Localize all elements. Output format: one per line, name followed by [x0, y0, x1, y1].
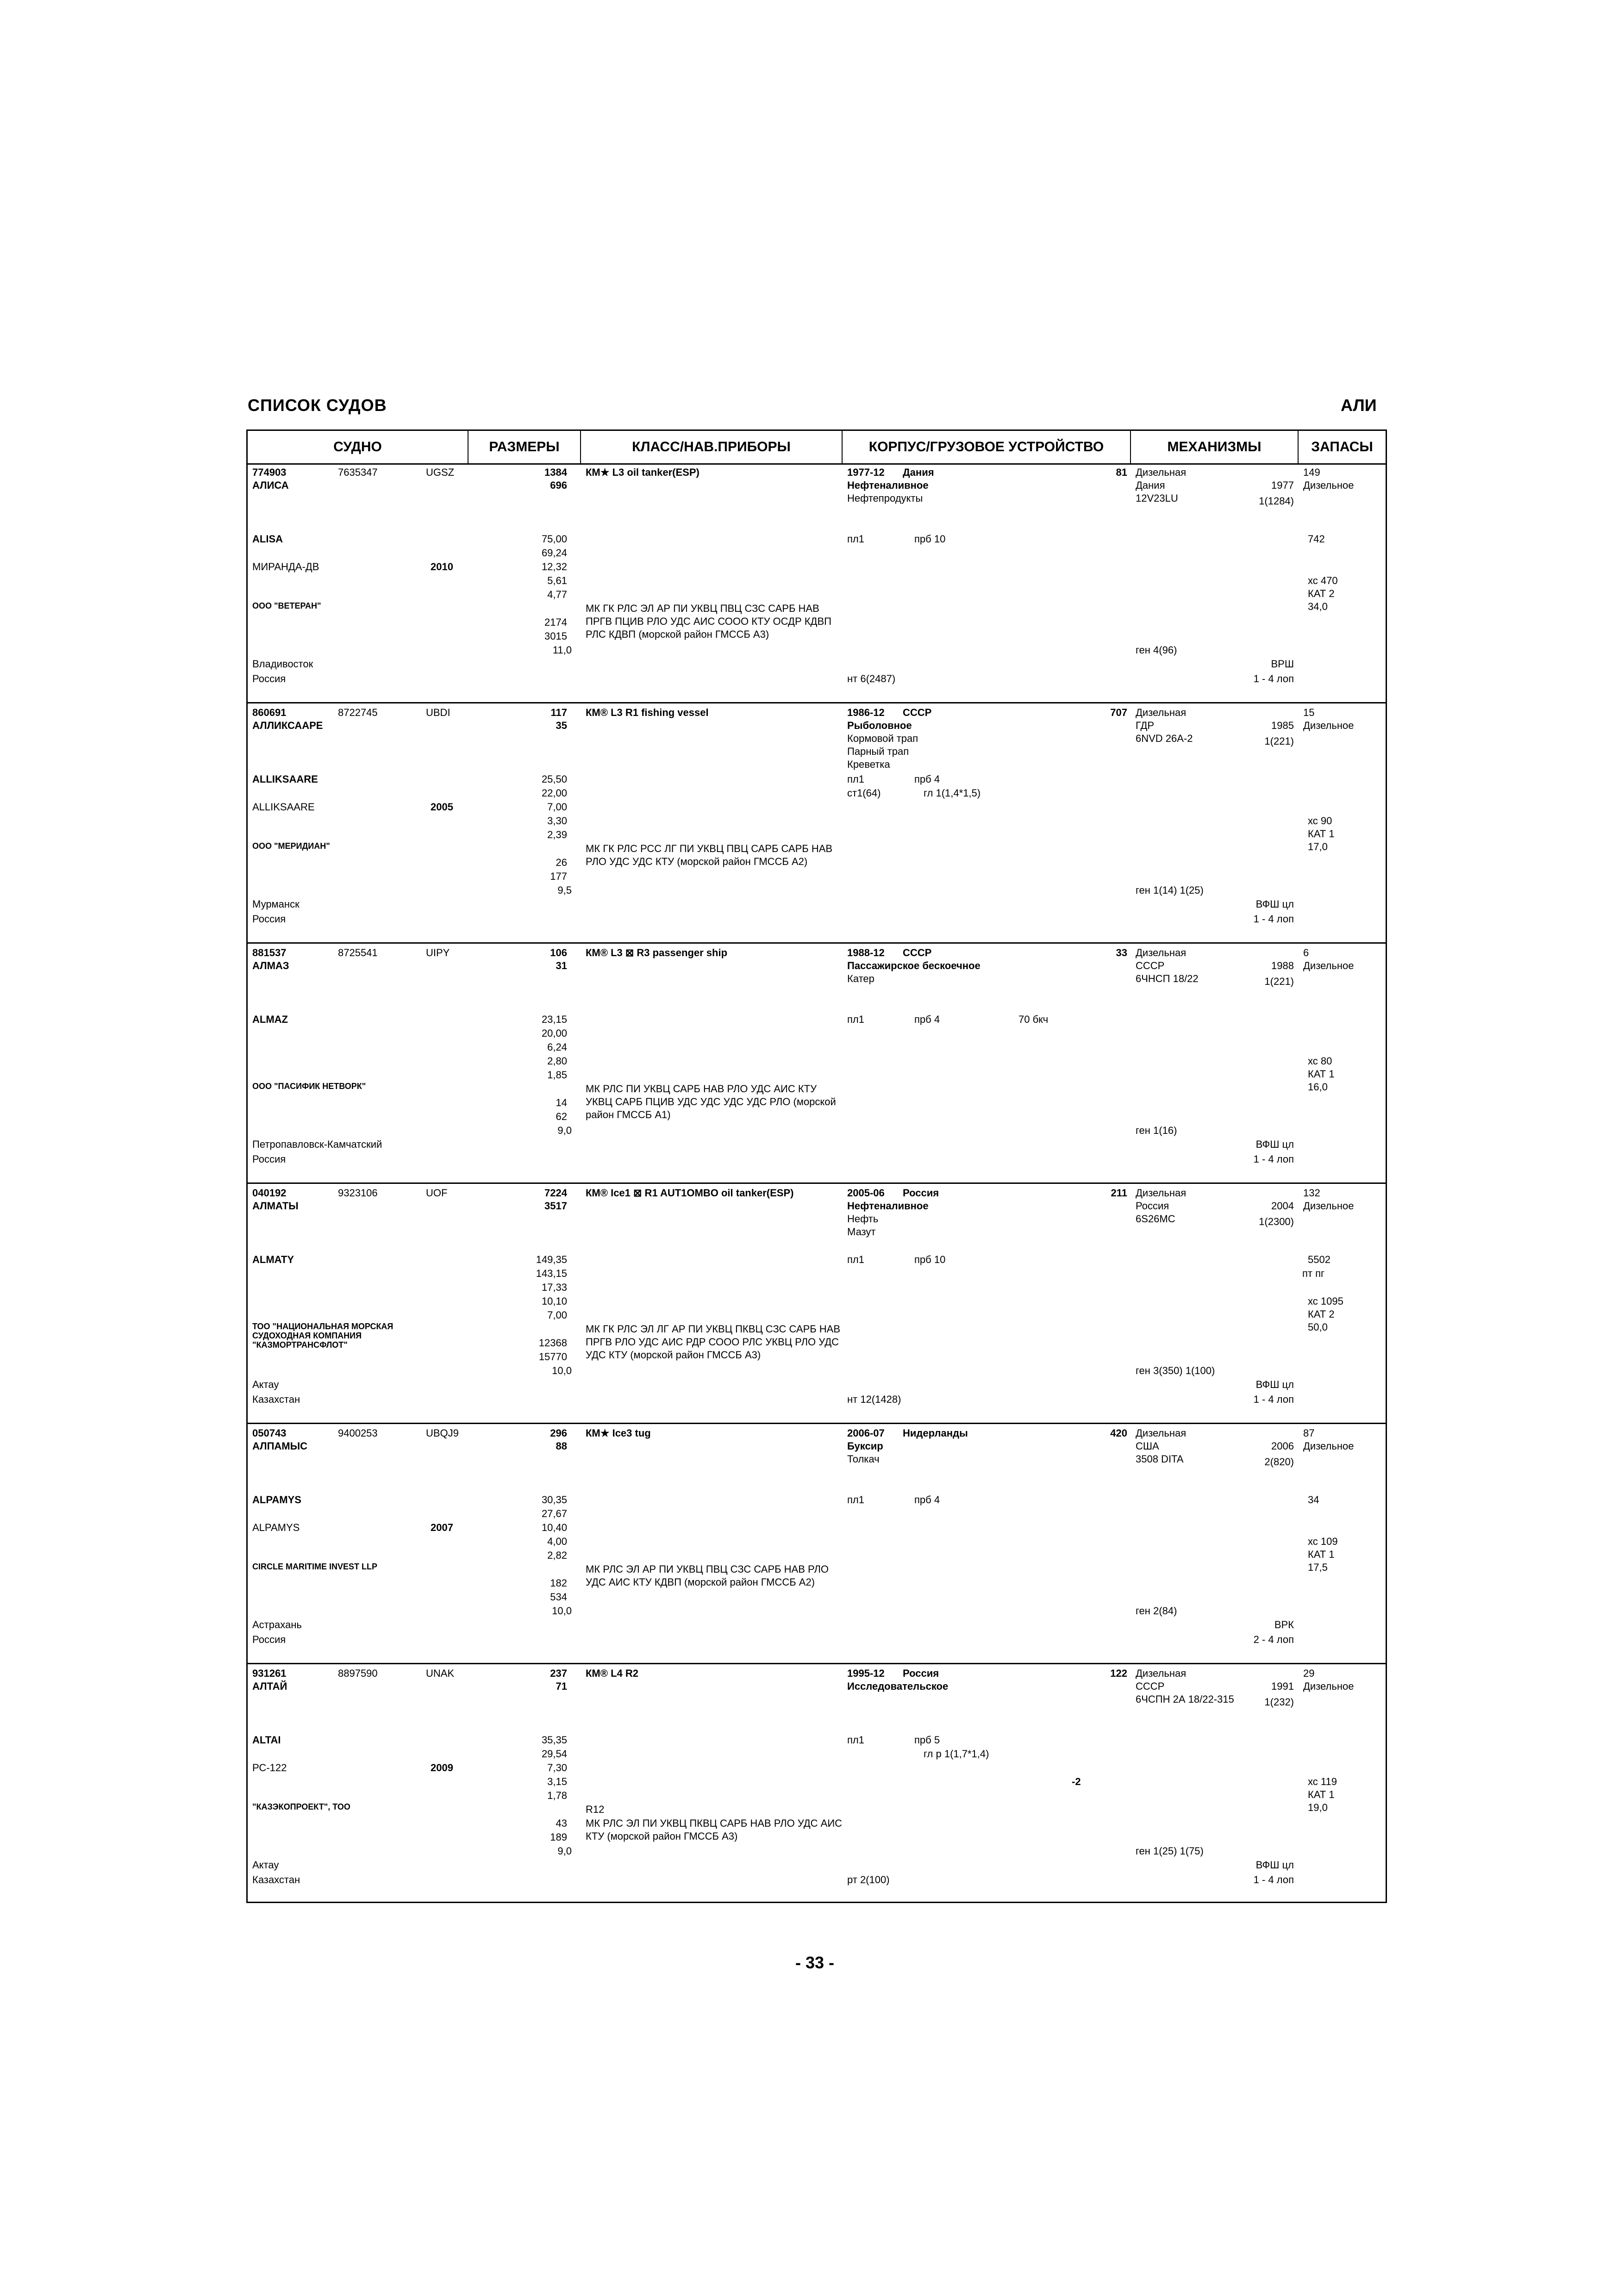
- propeller-blades: 1 - 4 лоп: [1253, 673, 1294, 684]
- hull-number: 707: [1110, 707, 1127, 718]
- hull-number: 33: [1116, 947, 1127, 958]
- dimension-value: 20,00: [541, 1027, 567, 1039]
- cargo-gear-line: Парный трап: [847, 746, 909, 757]
- dimension-value: 4,00: [547, 1536, 567, 1547]
- engine-power: 2(820): [1264, 1456, 1294, 1468]
- former-name: РС-122: [252, 1762, 287, 1773]
- propeller-blades: 2 - 4 лоп: [1253, 1634, 1294, 1645]
- hull-bottom: нт 6(2487): [847, 673, 896, 684]
- dimension-value: 106: [550, 947, 567, 958]
- dimension-value: 2,80: [547, 1055, 567, 1067]
- dimension-value: 35,35: [541, 1734, 567, 1746]
- supply-2: 34: [1308, 1494, 1319, 1506]
- flag-country: Россия: [252, 913, 286, 925]
- hull-type: Буксир: [847, 1440, 883, 1452]
- engine-type: Дизельная: [1136, 707, 1187, 718]
- class-notation: КМ® Ice1 ⊠ R1 AUT1OMBO oil tanker(ESP): [586, 1187, 794, 1199]
- supply-kat: КАТ 1: [1308, 1549, 1335, 1560]
- vessel-entry: [248, 1184, 1386, 1424]
- engine-year: 1991: [1271, 1680, 1294, 1692]
- dimension-value: 25,50: [541, 773, 567, 785]
- propeller: ВРШ: [1271, 658, 1294, 670]
- header-hull: КОРПУС/ГРУЗОВОЕ УСТРОЙСТВО: [843, 431, 1131, 463]
- dimension-value: 10,40: [541, 1522, 567, 1533]
- dimension-value: 12,32: [541, 561, 567, 572]
- supply-2: 5502: [1308, 1254, 1330, 1265]
- cargo-gear-line: Катер: [847, 973, 874, 984]
- supply-1: 6: [1303, 947, 1309, 958]
- hull-prb: прб 4: [914, 1494, 940, 1506]
- engine-type: Дизельная: [1136, 467, 1187, 478]
- flag-country: Россия: [252, 1634, 286, 1645]
- hull-country: СССР: [903, 947, 932, 958]
- engine-country: СССР: [1136, 960, 1165, 971]
- generators: ген 1(16): [1136, 1125, 1177, 1136]
- vessel-name-ru: АЛМАТЫ: [252, 1200, 299, 1212]
- supply-kat: КАТ 2: [1308, 1308, 1335, 1320]
- supply-xc: хс 80: [1308, 1055, 1332, 1067]
- supply-1: 132: [1303, 1187, 1320, 1199]
- cargo-gear-line: Кормовой трап: [847, 733, 918, 744]
- reg-number: 860691: [252, 707, 287, 718]
- reg-number: 881537: [252, 947, 287, 958]
- engine-type: Дизельная: [1136, 1427, 1187, 1439]
- dimension-value: 10,0: [552, 1605, 572, 1617]
- hull-prb: прб 5: [914, 1734, 940, 1746]
- former-year: 2005: [431, 801, 453, 813]
- engine-power: 1(221): [1264, 735, 1294, 747]
- engine-power: 1(1284): [1259, 495, 1294, 507]
- dimension-value: 69,24: [541, 547, 567, 559]
- engine-country: ГДР: [1136, 720, 1155, 731]
- propeller-blades: 1 - 4 лоп: [1253, 1394, 1294, 1405]
- propeller: ВРК: [1274, 1619, 1294, 1630]
- dimension-value: 9,5: [557, 884, 572, 896]
- engine-model: 6S26MC: [1136, 1213, 1175, 1225]
- hull-year: 2006-07: [847, 1427, 885, 1439]
- owner: ООО "ВЕТЕРАН": [252, 601, 321, 610]
- supply-value: 50,0: [1308, 1321, 1328, 1333]
- supply-value: 16,0: [1308, 1081, 1328, 1093]
- engine-model: 6NVD 26A-2: [1136, 733, 1193, 744]
- class-notation: КМ® L3 R1 fishing vessel: [586, 707, 709, 718]
- hull-number: 420: [1110, 1427, 1127, 1439]
- dimension-value: 237: [550, 1668, 567, 1679]
- hull-prb: прб 4: [914, 773, 940, 785]
- hull-bottom: нт 12(1428): [847, 1394, 901, 1405]
- home-port: Актау: [252, 1859, 279, 1871]
- dimension-value: 9,0: [557, 1845, 572, 1857]
- cargo-gear-line: Нефтепродукты: [847, 492, 923, 504]
- propeller: ВФШ цл: [1255, 1139, 1294, 1150]
- dimension-value: 22,00: [541, 787, 567, 799]
- engine-country: СССР: [1136, 1680, 1165, 1692]
- imo-number: 8897590: [338, 1668, 378, 1679]
- engine-year: 1988: [1271, 960, 1294, 971]
- flag-country: Россия: [252, 673, 286, 684]
- hull-type: Рыболовное: [847, 720, 912, 731]
- dimension-value: 296: [550, 1427, 567, 1439]
- hull-pl: пл1: [847, 1254, 864, 1265]
- hull-type: Нефтеналивное: [847, 479, 929, 491]
- header-dimensions: РАЗМЕРЫ: [468, 431, 581, 463]
- dimension-value: 12368: [538, 1337, 567, 1349]
- engine-country: США: [1136, 1440, 1159, 1452]
- page-title: СПИСОК СУДОВ: [248, 396, 387, 415]
- dimension-value: 17,33: [541, 1282, 567, 1293]
- header-vessel: СУДНО: [248, 431, 468, 463]
- class-notation: КМ® L3 ⊠ R3 passenger ship: [586, 947, 728, 958]
- supply-1: 87: [1303, 1427, 1315, 1439]
- nav-equipment: МК ГК РЛС РСС ЛГ ПИ УКВЦ ПВЦ САРБ САРБ НАВ РЛО УДС УДС КТУ (морской район ГМССБ А2): [586, 843, 833, 867]
- nav-equipment: МК РЛС ЭЛ ПИ УКВЦ ПКВЦ САРБ НАВ РЛО УДС АИС КТУ (морской район ГМССБ А3): [586, 1817, 843, 1842]
- reg-number: 050743: [252, 1427, 287, 1439]
- engine-year: 1977: [1271, 479, 1294, 491]
- fuel-type: Дизельное: [1303, 1440, 1354, 1452]
- hull-country: Дания: [903, 467, 934, 478]
- engine-model: 6ЧСПН 2А 18/22-315: [1136, 1693, 1234, 1705]
- vessel-name-lat: ALPAMYS: [252, 1494, 301, 1506]
- hull-year: 1988-12: [847, 947, 885, 958]
- dimension-value: 3,15: [547, 1776, 567, 1787]
- engine-power: 1(232): [1264, 1696, 1294, 1708]
- flag-country: Россия: [252, 1153, 286, 1165]
- dimension-value: 1384: [544, 467, 567, 478]
- dimension-value: 14: [556, 1097, 567, 1108]
- engine-country: Россия: [1136, 1200, 1169, 1212]
- hull-extra: 70 бкч: [1018, 1014, 1049, 1025]
- home-port: Владивосток: [252, 658, 313, 670]
- dimension-value: 11,0: [552, 644, 572, 656]
- cargo-gear-line: Толкач: [847, 1453, 880, 1465]
- home-port: Астрахань: [252, 1619, 302, 1630]
- dimension-value: 26: [556, 857, 567, 868]
- engine-year: 2004: [1271, 1200, 1294, 1212]
- dimension-value: 696: [550, 479, 567, 491]
- propeller: ВФШ цл: [1255, 898, 1294, 910]
- supply-xc: хс 119: [1308, 1776, 1337, 1787]
- hull-country: Нидерланды: [903, 1427, 968, 1439]
- propeller-blades: 1 - 4 лоп: [1253, 1153, 1294, 1165]
- dimension-value: 3,30: [547, 815, 567, 827]
- dimension-value: 7,00: [547, 1309, 567, 1321]
- engine-model: 6ЧНСП 18/22: [1136, 973, 1199, 984]
- call-sign: UNAK: [426, 1668, 455, 1679]
- generators: ген 4(96): [1136, 644, 1177, 656]
- engine-model: 12V23LU: [1136, 492, 1178, 504]
- header-class: КЛАСС/НАВ.ПРИБОРЫ: [581, 431, 843, 463]
- propeller-blades: 1 - 4 лоп: [1253, 1874, 1294, 1885]
- nav-equipment: МК ГК РЛС ЭЛ ЛГ АР ПИ УКВЦ ПКВЦ СЗС САРБ НАВ ПРГВ РЛО УДС АИС РДР СООО РЛС УКВЦ РЛО УДС УДС КТУ (морской район ГМССБ А3): [586, 1323, 841, 1361]
- hull-pl: пл1: [847, 1494, 864, 1506]
- call-sign: UBQJ9: [426, 1427, 459, 1439]
- table-header: [248, 431, 1386, 465]
- call-sign: UGSZ: [426, 467, 455, 478]
- engine-power: 1(2300): [1259, 1216, 1294, 1227]
- hull-bottom: рт 2(100): [847, 1874, 890, 1885]
- dimension-value: 9,0: [557, 1125, 572, 1136]
- hull-prb: прб 10: [914, 1254, 946, 1265]
- imo-number: 7635347: [338, 467, 378, 478]
- hull-year: 1986-12: [847, 707, 885, 718]
- dimension-value: 117: [550, 707, 567, 718]
- dimension-value: 1,85: [547, 1069, 567, 1081]
- vessel-name-ru: АЛИСА: [252, 479, 289, 491]
- engine-power: 1(221): [1264, 976, 1294, 987]
- vessel-table: [246, 429, 1387, 1903]
- former-year: 2007: [431, 1522, 453, 1533]
- dimension-value: 143,15: [536, 1268, 567, 1279]
- dimension-value: 177: [550, 871, 567, 882]
- supply-value: 17,0: [1308, 841, 1328, 852]
- home-port: Актау: [252, 1379, 279, 1390]
- hull-number: 81: [1116, 467, 1127, 478]
- dimension-value: 15770: [538, 1351, 567, 1363]
- hull-number: 122: [1110, 1668, 1127, 1679]
- hull-year: 2005-06: [847, 1187, 885, 1199]
- hull-pl: пл1: [847, 533, 864, 545]
- hull-type: Пассажирское бескоечное: [847, 960, 981, 971]
- former-name: МИРАНДА-ДВ: [252, 561, 319, 572]
- former-year: 2010: [431, 561, 453, 572]
- propeller: ВФШ цл: [1255, 1859, 1294, 1871]
- flag-country: Казахстан: [252, 1874, 300, 1885]
- header-machinery: МЕХАНИЗМЫ: [1131, 431, 1299, 463]
- header-supplies: ЗАПАСЫ: [1311, 439, 1373, 454]
- vessel-name-lat: ALTAI: [252, 1734, 281, 1746]
- dimension-value: 75,00: [541, 533, 567, 545]
- vessel-entry: [248, 944, 1386, 1184]
- call-sign: UIPY: [426, 947, 450, 958]
- dimension-value: 62: [556, 1111, 567, 1122]
- supply-xc: хс 1095: [1308, 1295, 1343, 1307]
- dimension-value: 27,67: [541, 1508, 567, 1519]
- fuel-type: Дизельное: [1303, 1680, 1354, 1692]
- dimension-value: 88: [556, 1440, 567, 1452]
- hull-gl: гл 1(1,4*1,5): [924, 787, 981, 799]
- former-year: 2009: [431, 1762, 453, 1773]
- dimension-value: 35: [556, 720, 567, 731]
- dimension-value: 6,24: [547, 1041, 567, 1053]
- supply-value: 19,0: [1308, 1802, 1328, 1813]
- supply-value: 34,0: [1308, 601, 1328, 612]
- imo-number: 8725541: [338, 947, 378, 958]
- vessel-entry: [248, 703, 1386, 944]
- owner: ТОО "НАЦИОНАЛЬНАЯ МОРСКАЯ СУДОХОДНАЯ КОМПАНИЯ "КАЗМОРТРАНСФЛОТ": [252, 1322, 394, 1350]
- former-name: ALPAMYS: [252, 1522, 300, 1533]
- hull-year: 1977-12: [847, 467, 885, 478]
- vessel-name-lat: ALMAZ: [252, 1014, 288, 1025]
- hull-country: СССР: [903, 707, 932, 718]
- engine-year: 1985: [1271, 720, 1294, 731]
- dimension-value: 4,77: [547, 589, 567, 600]
- dimension-value: 2174: [544, 616, 567, 628]
- dimension-value: 2,39: [547, 829, 567, 840]
- vessel-entry: [248, 1424, 1386, 1664]
- dimension-value: 189: [550, 1831, 567, 1843]
- dimension-value: 149,35: [536, 1254, 567, 1265]
- vessel-name-ru: АЛЛИКСААРЕ: [252, 720, 323, 731]
- fuel-type: Дизельное: [1303, 1200, 1354, 1212]
- page-number: - 33 -: [795, 1953, 835, 1972]
- cargo-gear-line: Мазут: [847, 1226, 876, 1238]
- supply-1: 15: [1303, 707, 1315, 718]
- nav-equipment: МК ГК РЛС ЭЛ АР ПИ УКВЦ ПВЦ СЗС САРБ НАВ ПРГВ ПЦИВ РЛО УДС АИС СООО КТУ ОСДР КДВП РЛС КДВП (морской район ГМССБ А3): [586, 603, 831, 640]
- supply-1: 29: [1303, 1668, 1315, 1679]
- dimension-value: 30,35: [541, 1494, 567, 1506]
- class-notation: КМ★ L3 oil tanker(ESP): [586, 467, 700, 478]
- generators: ген 1(25) 1(75): [1136, 1845, 1204, 1857]
- dimension-value: 182: [550, 1577, 567, 1589]
- reg-number: 931261: [252, 1668, 287, 1679]
- dimension-value: 7,30: [547, 1762, 567, 1773]
- generators: ген 2(84): [1136, 1605, 1177, 1617]
- reg-number: 040192: [252, 1187, 287, 1199]
- hull-country: Россия: [903, 1668, 939, 1679]
- supply-kat: КАТ 1: [1308, 1789, 1335, 1800]
- dimension-value: 71: [556, 1680, 567, 1692]
- cargo-gear-line: Нефть: [847, 1213, 879, 1225]
- fuel-type: Дизельное: [1303, 960, 1354, 971]
- home-port: Мурманск: [252, 898, 300, 910]
- supply-kat: КАТ 2: [1308, 588, 1335, 599]
- supply-kat: КАТ 1: [1308, 1068, 1335, 1080]
- vessel-name-lat: ALLIKSAARE: [252, 773, 318, 785]
- dimension-value: 2,82: [547, 1549, 567, 1561]
- dimension-value: 3015: [544, 630, 567, 642]
- supply-kat: КАТ 1: [1308, 828, 1335, 840]
- dimension-value: 29,54: [541, 1748, 567, 1760]
- dimension-value: 43: [556, 1817, 567, 1829]
- dimension-value: 31: [556, 960, 567, 971]
- hull-year: 1995-12: [847, 1668, 885, 1679]
- nav-equipment: МК РЛС ЭЛ АР ПИ УКВЦ ПВЦ СЗС САРБ НАВ РЛО УДС АИС КТУ КДВП (морской район ГМССБ А2): [586, 1563, 829, 1588]
- vessel-entry: [248, 463, 1386, 703]
- owner: "КАЗЭКОПРОЕКТ", ТОО: [252, 1802, 350, 1811]
- vessel-name-lat: ALMATY: [252, 1254, 294, 1265]
- supply-2: 742: [1308, 533, 1325, 545]
- class-notation: КМ® L4 R2: [586, 1668, 638, 1679]
- owner: ООО "ПАСИФИК НЕТВОРК": [252, 1082, 366, 1091]
- engine-type: Дизельная: [1136, 1187, 1187, 1199]
- hull-pl: пл1: [847, 1014, 864, 1025]
- dimension-value: 10,10: [541, 1295, 567, 1307]
- home-port: Петропавловск-Камчатский: [252, 1139, 382, 1150]
- nav-equipment: МК РЛС ПИ УКВЦ САРБ НАВ РЛО УДС АИС КТУ УКВЦ САРБ ПЦИВ УДС УДС УДС УДС РЛО (морской район ГМССБ А1): [586, 1083, 836, 1120]
- owner: ООО "МЕРИДИАН": [252, 841, 330, 851]
- vessel-name-lat: ALISA: [252, 533, 283, 545]
- vessel-name-ru: АЛПАМЫС: [252, 1440, 308, 1452]
- hull-type: Нефтеналивное: [847, 1200, 929, 1212]
- hull-minus: -2: [1072, 1776, 1081, 1787]
- owner: CIRCLE MARITIME INVEST LLP: [252, 1562, 377, 1571]
- vessel-entry: [248, 1664, 1386, 1904]
- dimension-value: 10,0: [552, 1365, 572, 1376]
- dimension-value: 3517: [544, 1200, 567, 1212]
- fuel-type: Дизельное: [1303, 479, 1354, 491]
- generators: ген 3(350) 1(100): [1136, 1365, 1215, 1376]
- former-name: ALLIKSAARE: [252, 801, 315, 813]
- propeller-blades: 1 - 4 лоп: [1253, 913, 1294, 925]
- fuel-type: Дизельное: [1303, 720, 1354, 731]
- supply-xc: хс 470: [1308, 575, 1338, 586]
- hull-prb: прб 4: [914, 1014, 940, 1025]
- imo-number: 9323106: [338, 1187, 378, 1199]
- dimension-value: 1,78: [547, 1790, 567, 1801]
- dimension-value: 5,61: [547, 575, 567, 586]
- class-extra: R12: [586, 1804, 605, 1815]
- dimension-value: 7224: [544, 1187, 567, 1199]
- hull-gl: гл р 1(1,7*1,4): [924, 1748, 989, 1760]
- supply-value: 17,5: [1308, 1562, 1328, 1573]
- supply-xc: хс 109: [1308, 1536, 1338, 1547]
- dimension-value: 7,00: [547, 801, 567, 813]
- generators: ген 1(14) 1(25): [1136, 884, 1204, 896]
- supply-xc: хс 90: [1308, 815, 1332, 827]
- hull-st: ст1(64): [847, 787, 881, 799]
- hull-country: Россия: [903, 1187, 939, 1199]
- hull-type: Исследовательское: [847, 1680, 949, 1692]
- hull-pl: пл1: [847, 1734, 864, 1746]
- call-sign: UBDI: [426, 707, 450, 718]
- engine-type: Дизельная: [1136, 947, 1187, 958]
- cargo-gear-line: Креветка: [847, 759, 890, 770]
- supply-pt: пт пг: [1302, 1268, 1325, 1279]
- engine-type: Дизельная: [1136, 1668, 1187, 1679]
- reg-number: 774903: [252, 467, 287, 478]
- dimension-value: 23,15: [541, 1014, 567, 1025]
- engine-country: Дания: [1136, 479, 1165, 491]
- supply-1: 149: [1303, 467, 1320, 478]
- call-sign: UOF: [426, 1187, 448, 1199]
- propeller: ВФШ цл: [1255, 1379, 1294, 1390]
- dimension-value: 534: [550, 1591, 567, 1603]
- flag-country: Казахстан: [252, 1394, 300, 1405]
- page-code: АЛИ: [1341, 396, 1377, 415]
- vessel-name-ru: АЛМАЗ: [252, 960, 289, 971]
- hull-pl: пл1: [847, 773, 864, 785]
- imo-number: 8722745: [338, 707, 378, 718]
- engine-year: 2006: [1271, 1440, 1294, 1452]
- class-notation: КМ★ Ice3 tug: [586, 1427, 651, 1439]
- vessel-name-ru: АЛТАЙ: [252, 1680, 287, 1692]
- hull-number: 211: [1111, 1187, 1127, 1199]
- imo-number: 9400253: [338, 1427, 378, 1439]
- hull-prb: прб 10: [914, 533, 946, 545]
- engine-model: 3508 DITA: [1136, 1453, 1184, 1465]
